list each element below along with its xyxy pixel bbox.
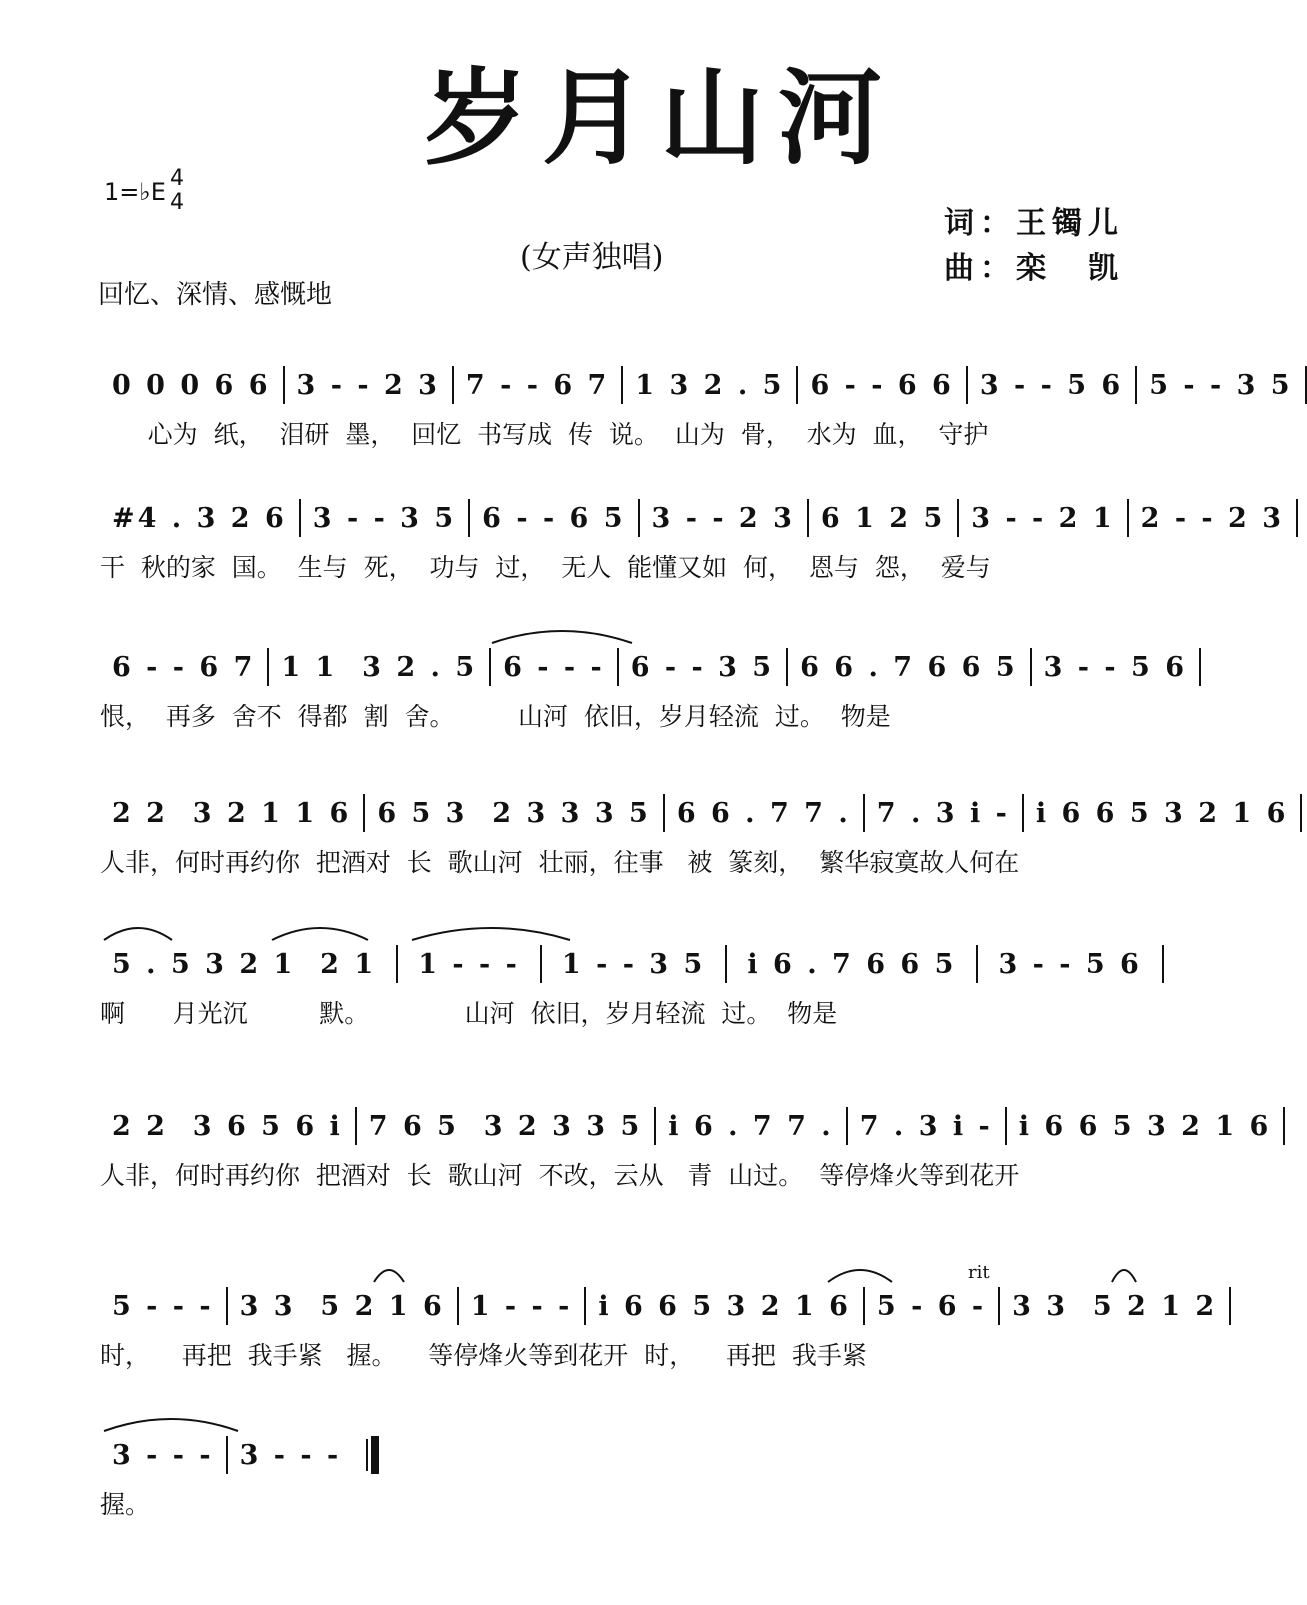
barline (1300, 794, 1302, 832)
lyricist-credit: 词：王镯儿 (944, 206, 1124, 241)
final-barline (371, 1436, 379, 1474)
slur-curve (492, 631, 632, 643)
measure: 5 - - - (112, 1290, 214, 1322)
slur-curve (374, 1270, 404, 1282)
measure: 1 - - - (470, 1290, 573, 1322)
measure: 5 - - 3 5 (1149, 369, 1293, 401)
measure: 7 . 3 i - (876, 797, 1010, 829)
notation-line (100, 1284, 1218, 1328)
measure: 6 6 . 7 6 6 5 (800, 651, 1018, 683)
measure: 3 3 5 2 1 2 (1012, 1290, 1218, 1322)
measure: 3 3 5 2 1 6 (239, 1290, 445, 1322)
barline (1229, 1287, 1231, 1325)
subtitle: (女声独唱) (520, 240, 664, 275)
score-system (100, 363, 1293, 449)
composer-credit: 曲：栾 凯 (944, 251, 1124, 286)
measure: 2 - - 2 3 (1140, 502, 1285, 534)
barline (1283, 1107, 1285, 1145)
lyrics-line: 人非，何时再约你 把酒对 长 歌山河 壮丽，往事 被 篆刻， 繁华寂寞故人何在 (100, 848, 1020, 877)
notation-line (100, 363, 1293, 407)
measure: 3 - - - (112, 1439, 214, 1471)
measure: 5 . 5 3 2 1 2 1 (112, 948, 377, 980)
barline (540, 945, 542, 983)
measure: 6 1 2 5 (820, 502, 946, 534)
measure: 3 - - 3 5 (312, 502, 457, 534)
score-system (100, 942, 1164, 1028)
barline (1199, 648, 1201, 686)
measure: i 6 . 7 6 6 5 (747, 948, 957, 980)
measure: 6 5 3 2 3 3 3 5 (377, 797, 651, 829)
key-signature: 1=♭E (104, 178, 166, 206)
score-system (100, 1433, 1164, 1519)
measure: 6 - - 3 5 (630, 651, 775, 683)
measure: 2 2 3 2 1 1 6 (112, 797, 352, 829)
score-system (100, 1284, 1218, 1370)
score-system (100, 645, 1187, 731)
measure: 3 - - 2 3 (296, 369, 440, 401)
lyrics-line: 干 秋的家 国。 生与 死， 功与 过， 无人 能懂又如 何， 恩与 怨， 爱与 (100, 553, 991, 582)
measure: 3 - - 2 3 (651, 502, 795, 534)
lyrics-line: 恨， 再多 舍不 得都 割 舍。 山河 依旧，岁月轻流 过。 物是 (100, 702, 891, 731)
score-system (100, 1104, 1272, 1190)
measure: i 6 6 5 3 2 1 6 (598, 1290, 851, 1322)
measure: 6 - - 6 7 (112, 651, 256, 683)
measure: 1 - - 3 5 (561, 948, 706, 980)
rit-marking: rit (968, 1262, 990, 1283)
notation-line (100, 1433, 1164, 1477)
score-system (100, 791, 1289, 877)
notation-line (100, 496, 1285, 540)
measure: i 6 6 5 3 2 1 6 (1018, 1110, 1272, 1142)
slur-curve (104, 1419, 238, 1431)
time-signature (168, 167, 186, 215)
measure: 2 2 3 6 5 6 i (112, 1110, 343, 1142)
tempo-marking: 回忆、深情、感慨地 (98, 280, 333, 310)
measure: 0 0 0 6 6 (112, 369, 271, 401)
measure: 3 - - - (239, 1439, 342, 1471)
measure: 7 - - 6 7 (465, 369, 610, 401)
measure: #4 . 3 2 6 (112, 502, 287, 534)
song-title: 岁月山河 (423, 56, 896, 179)
measure: 1 3 2 . 5 (635, 369, 785, 401)
score-system (100, 496, 1285, 582)
measure: 1 - - - (418, 948, 520, 980)
time-signature-top: 4 (170, 166, 184, 191)
measure: 7 6 5 3 2 3 3 5 (368, 1110, 643, 1142)
time-signature-bottom: 4 (170, 190, 184, 215)
lyrics-line: 时， 再把 我手紧 握。 等停烽火等到花开 时， 再把 我手紧 (100, 1341, 867, 1370)
notation-line (100, 1104, 1272, 1148)
barline (1296, 499, 1298, 537)
measure: 5 - 6 - (876, 1290, 987, 1322)
notation-line (100, 645, 1187, 689)
measure: 3 - - 5 6 (1043, 651, 1187, 683)
measure: i 6 6 5 3 2 1 6 (1035, 797, 1289, 829)
slur-curve (104, 928, 172, 940)
measure: 3 - - 2 1 (971, 502, 1115, 534)
lyrics-line: 人非，何时再约你 把酒对 长 歌山河 不改，云从 青 山过。 等停烽火等到花开 (100, 1161, 1020, 1190)
measure: 6 - - 6 5 (482, 502, 626, 534)
measure: 3 - - 5 6 (998, 948, 1142, 980)
barline (396, 945, 398, 983)
measure: 1 1 3 2 . 5 (281, 651, 478, 683)
measure: 7 . 3 i - (859, 1110, 993, 1142)
measure: i 6 . 7 7 . (668, 1110, 834, 1142)
measure: 6 6 . 7 7 . (676, 797, 851, 829)
barline (976, 945, 978, 983)
barline (1162, 945, 1164, 983)
lyrics-line: 啊 月光沉 默。 山河 依旧，岁月轻流 过。 物是 (100, 999, 838, 1028)
barline (1305, 366, 1307, 404)
notation-line (100, 791, 1289, 835)
measure: 6 - - 6 6 (810, 369, 954, 401)
measure: 3 - - 5 6 (979, 369, 1124, 401)
lyrics-line: 握。 (100, 1490, 151, 1519)
measure: 6 - - - (503, 651, 605, 683)
barline (725, 945, 727, 983)
lyrics-line: 心为 纸， 泪研 墨， 回忆 书写成 传 说。 山为 骨， 水为 血， 守护 (100, 420, 989, 449)
notation-line (100, 942, 1164, 986)
